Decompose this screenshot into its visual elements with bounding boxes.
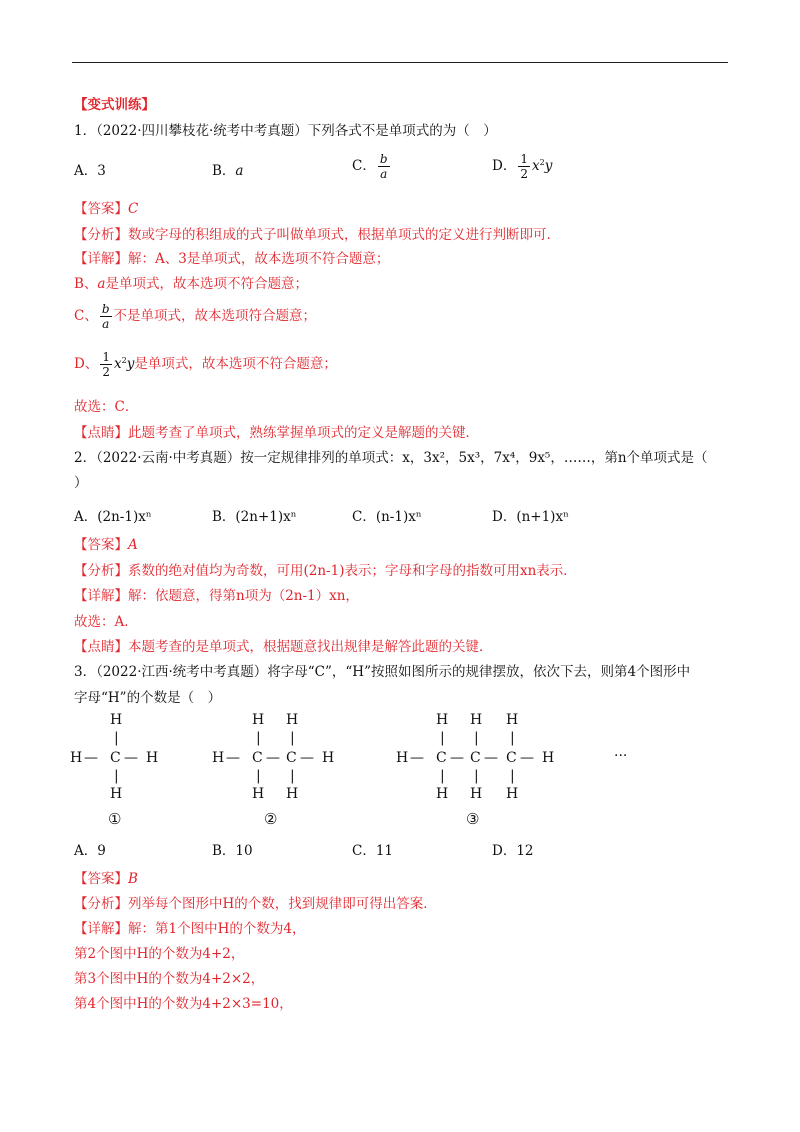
q1-detail-2: B、a是单项式，故本选项不符合题意；: [74, 276, 308, 292]
q1-detail-3: C、 $\frac{b}{a}$ 不是单项式，故本选项符合题意；: [74, 302, 317, 331]
q1-option-b: B．a: [212, 163, 244, 179]
q3-option-b: B．10: [212, 843, 253, 859]
q1-detail-4: D、 $\frac{1}{2}$ $x^2y$是单项式，故本选项不符合题意；: [74, 350, 337, 379]
q1-option-c: C． $\frac{b}{a}$: [352, 152, 388, 181]
q2-option-d: D．(n+1)xⁿ: [492, 509, 569, 525]
figure-1-caption: ①: [108, 810, 122, 828]
q2-comment: 【点睛】本题考查的是单项式，根据题意找出规律是解答此题的关键．: [74, 639, 493, 655]
figure-3-c3h8: H H H | | | H — C — C — C — H | | | H H H: [396, 712, 555, 802]
q3-detail-2: 第2个图中H的个数为4+2，: [74, 946, 245, 962]
q3-detail-4: 第4个图中H的个数为4+2×3=10，: [74, 996, 293, 1012]
q3-stem-2: 字母“H”的个数是（ ）: [74, 690, 222, 706]
q3-detail-1: 【详解】解：第1个图中H的个数为4，: [74, 921, 306, 937]
q3-stem-1: 3．（2022·江西·统考中考真题）将字母“C”，“H”按照如图所示的规律摆放，依次下去，则第4个图形中: [74, 664, 691, 680]
q2-option-c: C．(n-1)xⁿ: [352, 509, 422, 525]
figure-2-c2h6: H H | | H — C — C — H | | H H: [212, 712, 335, 802]
q3-option-c: C．11: [352, 843, 394, 859]
q3-answer: 【答案】B: [74, 871, 138, 887]
fraction-b-over-a: $\frac{b}{a}$: [379, 152, 388, 181]
q1-stem: 1．（2022·四川攀枝花·统考中考真题）下列各式不是单项式的为（ ）: [74, 123, 497, 139]
figure-3-caption: ③: [466, 810, 480, 828]
q2-choose: 故选：A．: [74, 614, 138, 630]
figure-1-ch4: H | H — C — H | H: [70, 712, 159, 802]
q2-option-b: B．(2n+1)xⁿ: [212, 509, 297, 525]
q3-option-d: D．12: [492, 843, 534, 859]
q3-analysis: 【分析】列举每个图形中H的个数，找到规律即可得出答案．: [74, 896, 437, 912]
figure-2-caption: ②: [264, 810, 278, 828]
section-title: 【变式训练】: [74, 97, 155, 113]
q2-stem-2: ）: [74, 475, 88, 491]
fraction-one-half: $\frac{1}{2}$: [520, 152, 528, 181]
q1-detail-1: 【详解】解：A、3是单项式，故本选项不符合题意；: [74, 251, 390, 267]
q2-detail: 【详解】解：依题意，得第n项为（2n-1）xn，: [74, 588, 359, 604]
q1-comment: 【点睛】此题考查了单项式，熟练掌握单项式的定义是解题的关键．: [74, 425, 479, 441]
q1-choose: 故选：C．: [74, 399, 139, 415]
q1-option-d: D． $\frac{1}{2}$ $x^2y$: [492, 152, 553, 181]
q1-analysis: 【分析】数或字母的积组成的式子叫做单项式，根据单项式的定义进行判断即可．: [74, 227, 560, 243]
q3-detail-3: 第3个图中H的个数为4+2×2，: [74, 971, 265, 987]
q2-analysis: 【分析】系数的绝对值均为奇数，可用(2n-1)表示；字母和字母的指数可用xn表示．: [74, 563, 577, 579]
header-rule: [72, 62, 728, 63]
q2-stem-1: 2．（2022·云南·中考真题）按一定规律排列的单项式：x，3x²，5x³，7x⁴，9x⁵，……，第n个单项式是（: [74, 450, 708, 466]
q1-option-a: A．3: [74, 163, 106, 179]
q2-option-a: A．(2n-1)xⁿ: [74, 509, 152, 525]
q1-answer: 【答案】C: [74, 201, 139, 217]
q3-option-a: A．9: [74, 843, 106, 859]
q2-answer: 【答案】A: [74, 537, 138, 553]
